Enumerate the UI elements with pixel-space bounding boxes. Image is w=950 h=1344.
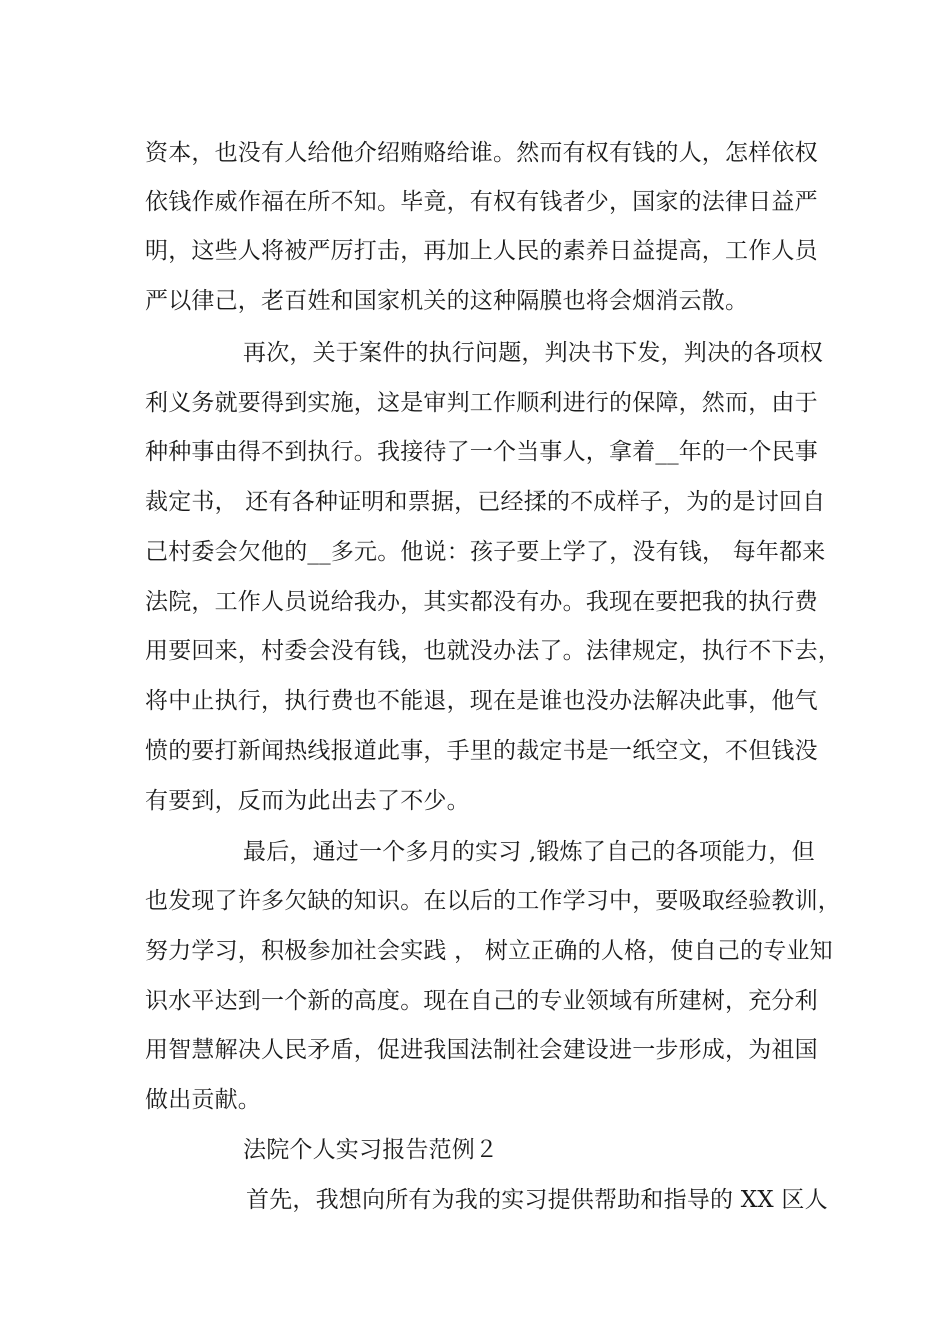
text-line: 裁定书， 还有各种证明和票据，已经揉的不成样子，为的是讨回自: [145, 489, 826, 515]
text-line: 也发现了许多欠缺的知识。在以后的工作学习中，要吸取经验教训，: [145, 888, 841, 914]
text-line: 法院，工作人员说给我办，其实都没有办。我现在要把我的执行费: [145, 589, 818, 615]
text-line: 依钱作威作福在所不知。毕竟，有权有钱者少，国家的法律日益严: [145, 189, 818, 215]
text-line: 愤的要打新闻热线报道此事，手里的裁定书是一纸空文，不但钱没: [145, 738, 818, 764]
text-line: 将中止执行，执行费也不能退，现在是谁也没办法解决此事，他气: [145, 688, 818, 714]
text-line: 做出贡献。: [145, 1087, 261, 1113]
text-line: 己村委会欠他的__多元。他说：孩子要上学了，没有钱， 每年都来: [145, 539, 826, 565]
text-line: 用要回来，村委会没有钱，也就没办法了。法律规定，执行不下去，: [145, 638, 841, 664]
text-line: 识水平达到一个新的高度。现在自己的专业领域有所建树，充分利: [145, 988, 818, 1014]
text-line: 资本，也没有人给他介绍贿赂给谁。然而有权有钱的人，怎样依权: [145, 140, 818, 166]
text-line: 用智慧解决人民矛盾，促进我国法制社会建设进一步形成，为祖国: [145, 1037, 818, 1063]
text-line: 有要到，反而为此出去了不少。: [145, 788, 470, 814]
text-line: 努力学习，积极参加社会实践 ， 树立正确的人格，使自己的专业知: [145, 938, 833, 964]
text-line: 严以律己，老百姓和国家机关的这种隔膜也将会烟消云散。: [145, 288, 749, 314]
section-heading: 法院个人实习报告范例２: [243, 1137, 499, 1163]
paragraph-start-line: 再次，关于案件的执行问题，判决书下发，判决的各项权: [243, 340, 823, 366]
paragraph-start-line: 最后，通过一个多月的实习 ,锻炼了自己的各项能力，但: [243, 839, 815, 865]
text-line: 明，这些人将被严厉打击，再加上人民的素养日益提高，工作人员: [145, 238, 818, 264]
paragraph-start-line: 首先，我想向所有为我的实习提供帮助和指导的 XX 区人: [246, 1187, 828, 1213]
text-line: 种种事由得不到执行。我接待了一个当事人，拿着__年的一个民事: [145, 439, 818, 465]
text-line: 利义务就要得到实施，这是审判工作顺利进行的保障，然而，由于: [145, 390, 818, 416]
